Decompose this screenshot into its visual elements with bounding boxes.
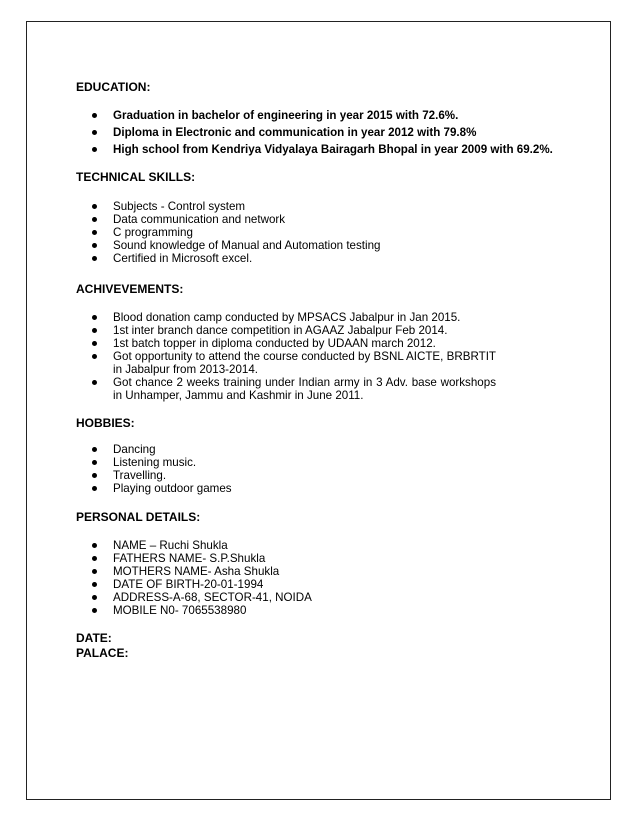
personal-detail-item: NAME – Ruchi Shukla: [76, 539, 596, 552]
skill-item: Certified in Microsoft excel.: [76, 252, 596, 265]
bullet-icon: [92, 230, 97, 235]
bullet-icon: [92, 341, 97, 346]
bullet-icon: [92, 315, 97, 320]
hobby-item: Travelling.: [76, 469, 596, 482]
bullet-icon: [92, 354, 97, 359]
education-item: Diploma in Electronic and communication in year 2012 with 79.8%: [76, 125, 596, 140]
bullet-icon: [92, 473, 97, 478]
skill-item: C programming: [76, 226, 596, 239]
bullet-icon: [92, 217, 97, 222]
bullet-icon: [92, 147, 97, 152]
bullet-icon: [92, 380, 97, 385]
hobbies-heading: HOBBIES:: [76, 416, 135, 430]
education-item: Graduation in bachelor of engineering in year 2015 with 72.6%.: [76, 108, 596, 123]
hobbies-list: [76, 443, 596, 495]
bullet-icon: [92, 243, 97, 248]
education-heading: EDUCATION:: [76, 80, 151, 94]
personal-details-list: [76, 539, 596, 617]
bullet-icon: [92, 582, 97, 587]
technical-skills-heading: TECHNICAL SKILLS:: [76, 170, 196, 184]
achievements-list: [76, 311, 596, 402]
skill-item: Data communication and network: [76, 213, 596, 226]
bullet-icon: [92, 256, 97, 261]
bullet-icon: [92, 447, 97, 452]
bullet-icon: [92, 569, 97, 574]
skill-item: Subjects - Control system: [76, 200, 596, 213]
personal-detail-item: FATHERS NAME- S.P.Shukla: [76, 552, 596, 565]
personal-details-heading: PERSONAL DETAILS:: [76, 510, 201, 524]
bullet-icon: [92, 130, 97, 135]
bullet-icon: [92, 608, 97, 613]
skill-item: Sound knowledge of Manual and Automation testing: [76, 239, 596, 252]
date-label: DATE:: [76, 631, 112, 645]
place-label: PALACE:: [76, 646, 129, 660]
achievement-item: Blood donation camp conducted by MPSACS Jabalpur in Jan 2015.: [76, 311, 496, 324]
bullet-icon: [92, 543, 97, 548]
technical-skills-list: [76, 200, 596, 265]
personal-detail-item: MOTHERS NAME- Asha Shukla: [76, 565, 596, 578]
personal-detail-item: MOBILE N0- 7065538980: [76, 604, 596, 617]
personal-detail-item: DATE OF BIRTH-20-01-1994: [76, 578, 596, 591]
achievements-heading: ACHIVEVEMENTS:: [76, 282, 184, 296]
achievement-item: Got opportunity to attend the course conducted by BSNL AICTE, BRBRTIT in Jabalpur from 2013-2014.: [76, 350, 496, 376]
bullet-icon: [92, 460, 97, 465]
education-list: [76, 108, 596, 159]
personal-detail-item: ADDRESS-A-68, SECTOR-41, NOIDA: [76, 591, 596, 604]
achievement-item: Got chance 2 weeks training under Indian army in 3 Adv. base workshops in Unhamper, Jammu and Kashmir in June 2011.: [76, 376, 496, 402]
bullet-icon: [92, 595, 97, 600]
bullet-icon: [92, 113, 97, 118]
bullet-icon: [92, 204, 97, 209]
education-item: High school from Kendriya Vidyalaya Bairagarh Bhopal in year 2009 with 69.2%.: [76, 142, 596, 157]
hobby-item: Dancing: [76, 443, 596, 456]
bullet-icon: [92, 328, 97, 333]
hobby-item: Listening music.: [76, 456, 596, 469]
bullet-icon: [92, 556, 97, 561]
achievement-item: 1st batch topper in diploma conducted by UDAAN march 2012.: [76, 337, 496, 350]
achievement-item: 1st inter branch dance competition in AGAAZ Jabalpur Feb 2014.: [76, 324, 496, 337]
bullet-icon: [92, 486, 97, 491]
hobby-item: Playing outdoor games: [76, 482, 596, 495]
